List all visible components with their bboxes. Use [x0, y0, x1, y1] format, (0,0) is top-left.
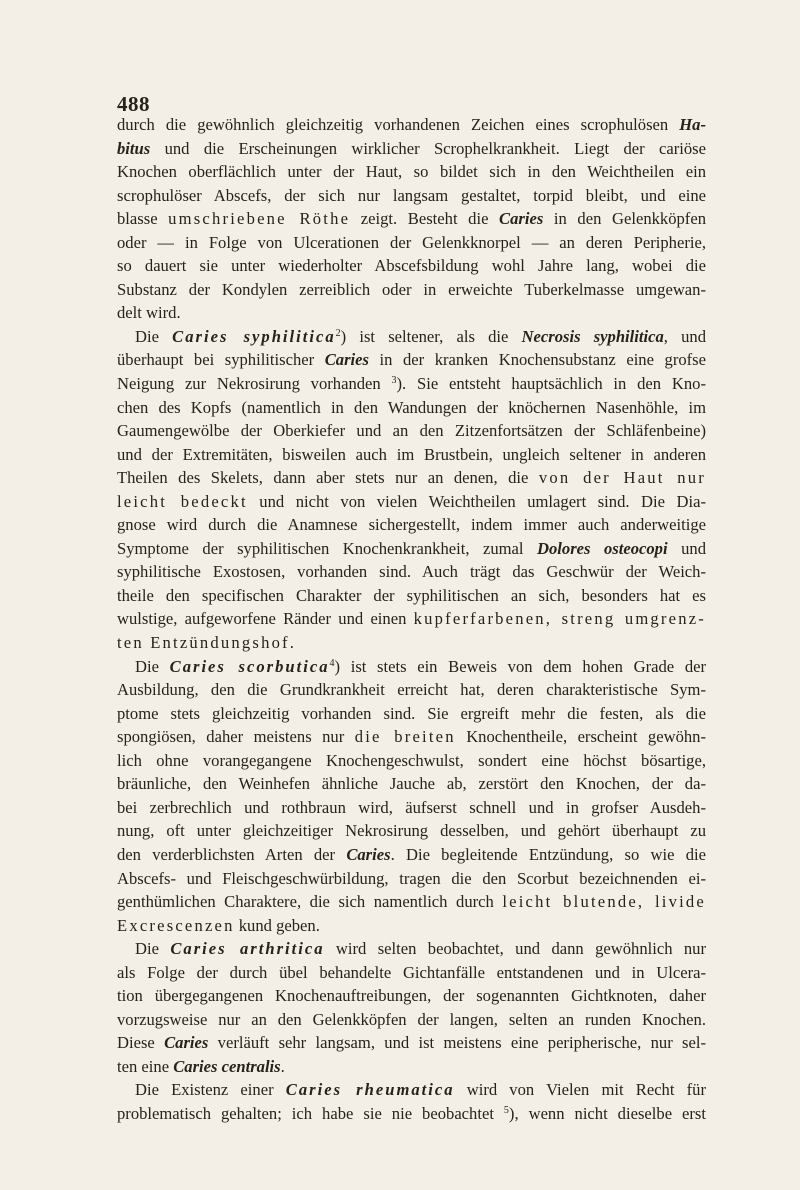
text-line [117, 702, 706, 726]
text-span: . [280, 1056, 285, 1076]
text-line [117, 584, 706, 608]
text-span: , und [663, 326, 706, 346]
footnote-marker: 2 [335, 327, 341, 339]
text-span: oder — in Folge von Ulcerationen der Gelenkknorpel — an deren Peripherie, [117, 232, 706, 252]
text-span: Die [135, 656, 170, 676]
text-span: vorzugsweise nur an den Gelenkköpfen der langen, selten an runden Knochen. [117, 1009, 706, 1029]
text-span: Dolores osteocopi [537, 538, 668, 558]
text-span: ptome stets gleichzeitig vorhanden sind. Sie ergreift mehr die festen, als die [117, 703, 706, 723]
text-span: umschriebene Röthe [168, 209, 351, 229]
text-span: und die Erscheinungen wirklicher Scrophelkrankheit. Liegt der cariöse [150, 138, 706, 158]
text-span: kupferfarbenen, streng umgrenz- [413, 609, 707, 629]
text-line [117, 961, 706, 985]
text-line [117, 749, 706, 773]
text-span: Caries syphilitica [172, 326, 336, 346]
body-text [117, 113, 706, 1126]
text-line [117, 631, 706, 655]
text-span: Caries centralis [173, 1056, 281, 1076]
text-span: kund geben. [234, 915, 320, 935]
text-line [117, 325, 706, 349]
text-span: Die [135, 939, 171, 959]
text-span: genthümlichen Charaktere, die sich namentlich durch [117, 892, 503, 912]
text-span: als Folge der durch übel behandelte Gichtanfälle entstandenen und in Ulcera- [117, 962, 706, 982]
text-span: von der Haut nur [538, 468, 707, 488]
text-line [117, 819, 706, 843]
footnote-marker: 5 [503, 1104, 509, 1116]
text-span: Knochen oberflächlich unter der Haut, so bildet sich in den Weichtheilen ein [117, 162, 706, 182]
text-span: Caries [324, 350, 369, 370]
text-span: Ausbildung, den die Grundkrankheit erreicht hat, deren charakteristische Sym- [117, 680, 706, 700]
text-span: Caries [499, 209, 544, 229]
text-span: durch die gewöhnlich gleichzeitig vorhandenen Zeichen eines scrophulösen [117, 115, 680, 134]
text-span: Theilen des Skelets, dann aber stets nur an denen, die [117, 468, 539, 488]
text-line [117, 137, 706, 161]
text-span: Caries [164, 1033, 209, 1053]
text-span: problematisch gehalten; ich habe sie nie beobachtet [117, 1103, 504, 1123]
text-line [117, 796, 706, 820]
text-span: ). Sie entsteht hauptsächlich in den Kno- [396, 374, 706, 394]
text-span: blasse [117, 209, 169, 229]
text-span: Symptome der syphilitischen Knochenkrankheit, zumal [117, 538, 538, 558]
text-span: Knochentheile, erscheint gewöhn- [455, 727, 706, 747]
text-line [117, 513, 706, 537]
text-line [117, 772, 706, 796]
text-span: tion übergegangenen Knochenauftreibungen, der sogenannten Gichtknoten, daher [117, 986, 706, 1006]
text-line [117, 372, 706, 396]
text-span: delt wird. [117, 303, 181, 323]
text-line [117, 937, 706, 961]
text-line [117, 867, 706, 891]
text-line [117, 1078, 706, 1102]
text-span: spongiösen, daher meistens nur [117, 727, 355, 747]
text-span: die breiten [354, 727, 456, 747]
text-span: Caries [346, 844, 391, 864]
text-span: Ha- [679, 115, 706, 134]
text-span: und nicht von vielen Weichtheilen umlagert sind. Die Dia- [247, 491, 706, 511]
text-span: scrophulöser Abscefs, der sich nur langsam gestaltet, torpid bleibt, und eine [117, 185, 706, 205]
text-span: wird von Vielen mit Recht für [454, 1080, 706, 1100]
text-span: ) ist seltener, als die [340, 326, 522, 346]
text-span: theile den specifischen Charakter der syphilitischen an sich, besonders hat es [117, 585, 706, 605]
text-span: . Die begleitende Entzündung, so wie die [390, 844, 706, 864]
text-line [117, 466, 706, 490]
footnote-marker: 4 [329, 657, 335, 669]
text-span: und [667, 538, 706, 558]
text-span: Necrosis syphilitica [521, 326, 664, 346]
text-span: zeigt. Besteht die [350, 209, 500, 229]
text-span: in der kranken Knochensubstanz eine grofse [368, 350, 706, 370]
text-line [117, 1008, 706, 1032]
text-line [117, 1102, 706, 1126]
text-span: ) ist stets ein Beweis von dem hohen Grade der [334, 656, 707, 676]
text-line [117, 725, 706, 749]
text-span: verläuft sehr langsam, und ist meistens eine peripherische, nur sel- [208, 1033, 706, 1053]
text-line [117, 207, 706, 231]
text-span: leicht bedeckt [117, 491, 248, 511]
text-span: syphilitische Exostosen, vorhanden sind. Auch trägt das Geschwür der Weich- [117, 562, 706, 582]
text-line [117, 419, 706, 443]
text-span: leicht blutende, livide [502, 892, 706, 912]
text-span: ), wenn nicht dieselbe erst [508, 1103, 707, 1123]
text-line [117, 890, 706, 914]
text-span: Abscefs- und Fleischgeschwürbildung, tragen die den Scorbut bezeichnenden ei- [117, 868, 706, 888]
text-span: chen des Kopfs (namentlich in den Wandungen der knöchernen Nasenhöhle, im [117, 397, 706, 417]
text-line [117, 113, 706, 137]
text-line [117, 231, 706, 255]
text-span: Gaumengewölbe der Oberkiefer und an den Zitzenfortsätzen der Schläfenbeine) [117, 421, 706, 441]
page-number: 488 [117, 92, 150, 116]
text-line [117, 184, 706, 208]
text-line [117, 254, 706, 278]
text-line [117, 678, 706, 702]
text-line [117, 160, 706, 184]
text-line [117, 443, 706, 467]
text-span: wulstige, aufgeworfene Ränder und einen [117, 609, 414, 629]
text-span: in den Gelenkköpfen [543, 209, 706, 229]
text-span: Die [135, 326, 173, 346]
text-span: Diese [117, 1033, 165, 1053]
text-span: ten Entzündungshof. [117, 633, 297, 653]
text-line [117, 348, 706, 372]
text-span: und der Extremitäten, bisweilen auch im Brustbein, ungleich seltener in anderen [117, 444, 706, 464]
text-span: Caries rheumatica [285, 1080, 455, 1100]
text-span: bräunliche, den Weinhefen ähnliche Jauche ab, zerstört den Knochen, der da- [117, 774, 706, 794]
text-span: Neigung zur Nekrosirung vorhanden [117, 374, 392, 394]
text-span: Caries arthritica [170, 939, 325, 959]
text-line [117, 843, 706, 867]
text-line [117, 537, 706, 561]
footnote-marker: 3 [391, 375, 397, 387]
text-line [117, 914, 706, 938]
text-line [117, 655, 706, 679]
text-line [117, 1055, 706, 1079]
text-span: Die Existenz einer [135, 1080, 286, 1100]
text-line [117, 396, 706, 420]
text-span: lich ohne vorangegangene Knochengeschwulst, sondert eine höchst bösartige, [117, 750, 706, 770]
text-span: Caries scorbutica [169, 656, 330, 676]
text-span: wird selten beobachtet, und dann gewöhnlich nur [324, 939, 706, 959]
text-line [117, 1031, 706, 1055]
text-span: Substanz der Kondylen zerreiblich oder in erweichte Tuberkelmasse umgewan- [117, 279, 706, 299]
text-span: den verderblichsten Arten der [117, 844, 347, 864]
text-span: überhaupt bei syphilitischer [117, 350, 325, 370]
text-line [117, 607, 706, 631]
text-line [117, 278, 706, 302]
text-line [117, 560, 706, 584]
text-span: ten eine [117, 1056, 174, 1076]
text-span: Excrescenzen [117, 915, 235, 935]
text-span: gnose wird durch die Anamnese sichergestellt, indem immer auch anderweitige [117, 515, 706, 535]
text-span: bitus [117, 138, 151, 158]
text-line [117, 490, 706, 514]
text-line [117, 301, 706, 325]
text-span: bei zerbrechlich und rothbraun wird, äufserst schnell und in grofser Ausdeh- [117, 797, 706, 817]
text-span: so dauert sie unter wiederholter Abscefsbildung wohl Jahre lang, wobei die [117, 256, 706, 276]
text-span: nung, oft unter gleichzeitiger Nekrosirung desselben, und gehört überhaupt zu [117, 821, 706, 841]
text-line [117, 984, 706, 1008]
